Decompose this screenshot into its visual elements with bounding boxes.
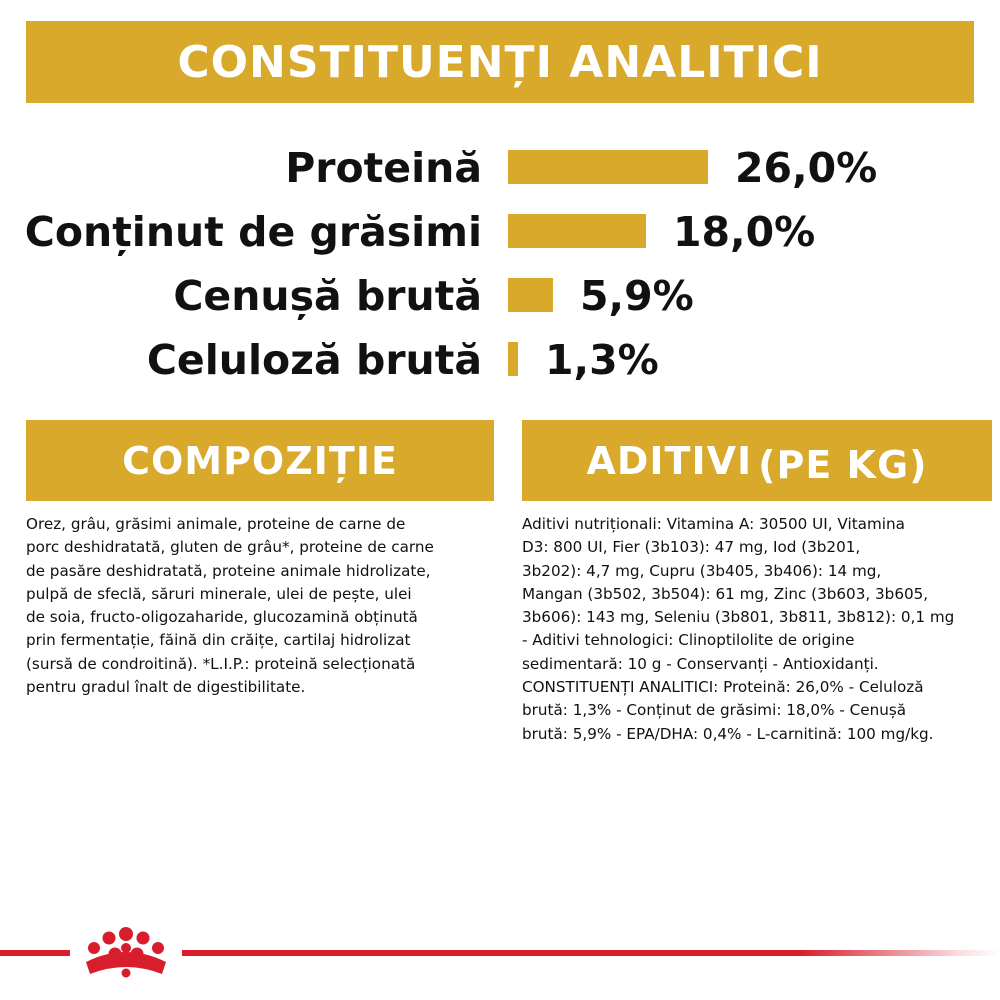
analytic-value: 18,0%: [673, 208, 816, 256]
analytic-bar: [508, 150, 708, 184]
analytic-row-fat: [0, 207, 1000, 257]
composition-banner: [26, 420, 494, 501]
royal-canin-crown-icon: [70, 922, 182, 986]
analytic-row-fiber: [0, 335, 1000, 385]
analytic-bar: [508, 214, 646, 248]
analytics-header-title: CONSTITUENȚI ANALITICI: [177, 36, 823, 88]
analytic-bar: [508, 342, 518, 376]
analytic-value: 5,9%: [580, 272, 694, 320]
additives-subtitle: (PE KG): [758, 442, 928, 487]
composition-title: COMPOZIȚIE: [122, 438, 398, 483]
analytic-label: Proteină: [285, 144, 482, 192]
additives-title: ADITIVI: [586, 438, 753, 483]
analytic-label: Cenușă brută: [173, 272, 482, 320]
analytics-header-banner: [26, 21, 974, 103]
additives-text: Aditivi nutriționali: Vitamina A: 30500 UI, Vitamina D3: 800 UI, Fier (3b103): 47 mg, Iod (3b201, 3b202): 4,7 mg, Cupru (3b405, 3b406): 14 mg, Mangan (3b502, 3b504): 61 mg, Zinc (3b603, 3b605, 3b606): 143 mg, Seleniu (3b801, 3b811, 3b812): 0,1 mg - Aditivi tehnologici: Clinoptilolite de origine sedimentară: 10 g - Conservanți - Antioxidanți. CONSTITUENȚI ANALITICI: Proteină: 26,0% - Celuloză brută: 1,3% - Conținut de grăsimi: 18,0% - Cenușă brută: 5,9% - EPA/DHA: 0,4% - L-carnitină: 100 mg/kg.: [522, 515, 955, 743]
analytic-value: 1,3%: [545, 336, 659, 384]
analytic-value: 26,0%: [735, 144, 878, 192]
analytic-bar: [508, 278, 553, 312]
composition-text: Orez, grâu, grăsimi animale, proteine de carne de porc deshidratată, gluten de grâu*, proteine de carne de pasăre deshidratată, proteine animale hidrolizate, pulpă de sfeclă, săruri minerale, ulei de pește, ulei de soia, fructo-oligozaharide, glucozamină obținută prin fermentație, făină din crăițe, cartilaj hidrolizat (sursă de condroitină). *L.I.P.: proteină selecționată pentru gradul înalt de digestibilitate.: [26, 515, 434, 697]
analytic-label: Conținut de grăsimi: [24, 208, 482, 256]
additives-banner: [522, 420, 992, 501]
analytic-label: Celuloză brută: [146, 336, 482, 384]
analytic-row-protein: [0, 143, 1000, 193]
analytic-row-ash: [0, 271, 1000, 321]
